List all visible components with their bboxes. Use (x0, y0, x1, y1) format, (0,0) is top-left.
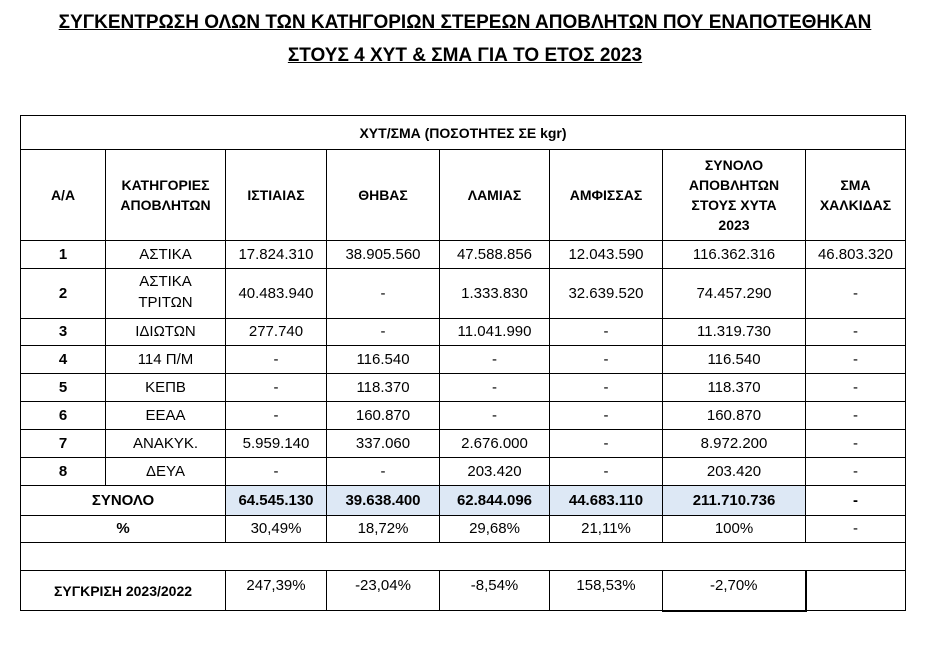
header-total (663, 150, 806, 241)
row-aa: 1 (21, 241, 106, 269)
cell-lamia: - (440, 374, 550, 402)
cell-sma: - (806, 319, 906, 346)
header-total-line-4: 2023 (718, 217, 750, 233)
table-row (21, 269, 906, 319)
row-aa: 8 (21, 458, 106, 486)
table-row (21, 319, 906, 346)
row-category (106, 269, 226, 319)
cell-total: 118.370 (663, 374, 806, 402)
header-thiva: ΘΗΒΑΣ (327, 150, 440, 241)
percent-sma: - (806, 516, 906, 543)
cell-sma: 46.803.320 (806, 241, 906, 269)
row-aa: 2 (21, 269, 106, 319)
cell-istiaia: 5.959.140 (226, 430, 327, 458)
cell-sma: - (806, 374, 906, 402)
row-aa: 6 (21, 402, 106, 430)
header-category-line-2: ΑΠΟΒΛΗΤΩΝ (120, 197, 211, 213)
cell-thiva: 38.905.560 (327, 241, 440, 269)
row-category: ΔΕΥΑ (106, 458, 226, 486)
compare-sma (806, 571, 906, 611)
header-total-line-3: ΣΤΟΥΣ ΧΥΤΑ (691, 197, 777, 213)
row-category-line-1: ΑΣΤΙΚΑ (139, 272, 192, 290)
header-row (21, 150, 906, 241)
percent-row (21, 516, 906, 543)
row-category: ΕΕΑΑ (106, 402, 226, 430)
cell-amfissa: - (550, 374, 663, 402)
cell-sma: - (806, 458, 906, 486)
header-sma (806, 150, 906, 241)
row-category-line-2: ΤΡΙΤΩΝ (138, 293, 193, 311)
total-label: ΣΥΝΟΛΟ (21, 486, 226, 516)
row-category: ΚΕΠΒ (106, 374, 226, 402)
cell-amfissa: 12.043.590 (550, 241, 663, 269)
cell-sma: - (806, 430, 906, 458)
cell-lamia: 2.676.000 (440, 430, 550, 458)
percent-label: % (21, 516, 226, 543)
compare-amfissa: 158,53% (550, 571, 663, 611)
table-row (21, 458, 906, 486)
row-category: ΑΣΤΙΚΑ (106, 241, 226, 269)
compare-thiva: -23,04% (327, 571, 440, 611)
cell-amfissa: - (550, 402, 663, 430)
compare-row (21, 571, 906, 611)
row-aa: 5 (21, 374, 106, 402)
cell-lamia: 47.588.856 (440, 241, 550, 269)
total-amfissa: 44.683.110 (550, 486, 663, 516)
cell-total: 160.870 (663, 402, 806, 430)
compare-total: -2,70% (663, 571, 806, 611)
total-all: 211.710.736 (663, 486, 806, 516)
table-row (21, 430, 906, 458)
cell-thiva: - (327, 269, 440, 319)
cell-amfissa: - (550, 430, 663, 458)
compare-label: ΣΥΓΚΡΙΣΗ 2023/2022 (21, 571, 226, 611)
header-category-line-1: ΚΑΤΗΓΟΡΙΕΣ (121, 177, 210, 193)
row-category: ΙΔΙΩΤΩΝ (106, 319, 226, 346)
table-row (21, 346, 906, 374)
cell-thiva: - (327, 458, 440, 486)
table-row (21, 402, 906, 430)
cell-istiaia: - (226, 402, 327, 430)
cell-lamia: - (440, 346, 550, 374)
cell-lamia: - (440, 402, 550, 430)
cell-istiaia: - (226, 374, 327, 402)
percent-lamia: 29,68% (440, 516, 550, 543)
cell-thiva: 118.370 (327, 374, 440, 402)
total-sma: - (806, 486, 906, 516)
row-aa: 4 (21, 346, 106, 374)
spacer-row (21, 543, 906, 571)
cell-amfissa: - (550, 458, 663, 486)
total-thiva: 39.638.400 (327, 486, 440, 516)
cell-lamia: 1.333.830 (440, 269, 550, 319)
cell-total: 116.540 (663, 346, 806, 374)
cell-total: 11.319.730 (663, 319, 806, 346)
cell-thiva: 116.540 (327, 346, 440, 374)
page-title-line-2: ΣΤΟΥΣ 4 ΧΥΤ & ΣΜΑ ΓΙΑ ΤΟ ΕΤΟΣ 2023 (287, 45, 643, 66)
total-istiaia: 64.545.130 (226, 486, 327, 516)
total-lamia: 62.844.096 (440, 486, 550, 516)
compare-lamia: -8,54% (440, 571, 550, 611)
cell-istiaia: 17.824.310 (226, 241, 327, 269)
cell-istiaia: - (226, 346, 327, 374)
table-row (21, 374, 906, 402)
cell-sma: - (806, 269, 906, 319)
row-category: ΑΝΑΚΥΚ. (106, 430, 226, 458)
header-total-line-1: ΣΥΝΟΛΟ (704, 157, 764, 173)
spacer-cell (21, 543, 906, 571)
page-title-line-1: ΣΥΓΚΕΝΤΡΩΣΗ ΟΛΩΝ ΤΩΝ ΚΑΤΗΓΟΡΙΩΝ ΣΤΕΡΕΩΝ ΑΠΟΒΛΗΤΩΝ ΠΟΥ ΕΝΑΠΟΤΕΘΗΚΑΝ (58, 12, 872, 33)
header-amfissa: ΑΜΦΙΣΣΑΣ (550, 150, 663, 241)
cell-thiva: 160.870 (327, 402, 440, 430)
compare-istiaia: 247,39% (226, 571, 327, 611)
percent-amfissa: 21,11% (550, 516, 663, 543)
header-sma-line-1: ΣΜΑ (840, 177, 871, 193)
cell-amfissa: - (550, 346, 663, 374)
header-category (106, 150, 226, 241)
row-aa: 7 (21, 430, 106, 458)
header-istiaia: ΙΣΤΙΑΙΑΣ (226, 150, 327, 241)
cell-sma: - (806, 346, 906, 374)
cell-total: 8.972.200 (663, 430, 806, 458)
row-aa: 3 (21, 319, 106, 346)
cell-lamia: 11.041.990 (440, 319, 550, 346)
cell-istiaia: 277.740 (226, 319, 327, 346)
percent-istiaia: 30,49% (226, 516, 327, 543)
header-lamia: ΛΑΜΙΑΣ (440, 150, 550, 241)
total-row (21, 486, 906, 516)
cell-total: 74.457.290 (663, 269, 806, 319)
header-aa: Α/Α (21, 150, 106, 241)
cell-total: 203.420 (663, 458, 806, 486)
row-category: 114 Π/Μ (106, 346, 226, 374)
cell-amfissa: - (550, 319, 663, 346)
cell-thiva: 337.060 (327, 430, 440, 458)
cell-amfissa: 32.639.520 (550, 269, 663, 319)
percent-total: 100% (663, 516, 806, 543)
waste-summary-table (20, 115, 906, 612)
cell-istiaia: - (226, 458, 327, 486)
table-row (21, 241, 906, 269)
cell-total: 116.362.316 (663, 241, 806, 269)
table-caption: ΧΥΤ/ΣΜΑ (ΠΟΣΟΤΗΤΕΣ ΣΕ kgr) (21, 116, 906, 150)
cell-sma: - (806, 402, 906, 430)
cell-thiva: - (327, 319, 440, 346)
percent-thiva: 18,72% (327, 516, 440, 543)
header-total-line-2: ΑΠΟΒΛΗΤΩΝ (688, 177, 780, 193)
cell-lamia: 203.420 (440, 458, 550, 486)
cell-istiaia: 40.483.940 (226, 269, 327, 319)
header-sma-line-2: ΧΑΛΚΙΔΑΣ (819, 197, 892, 213)
